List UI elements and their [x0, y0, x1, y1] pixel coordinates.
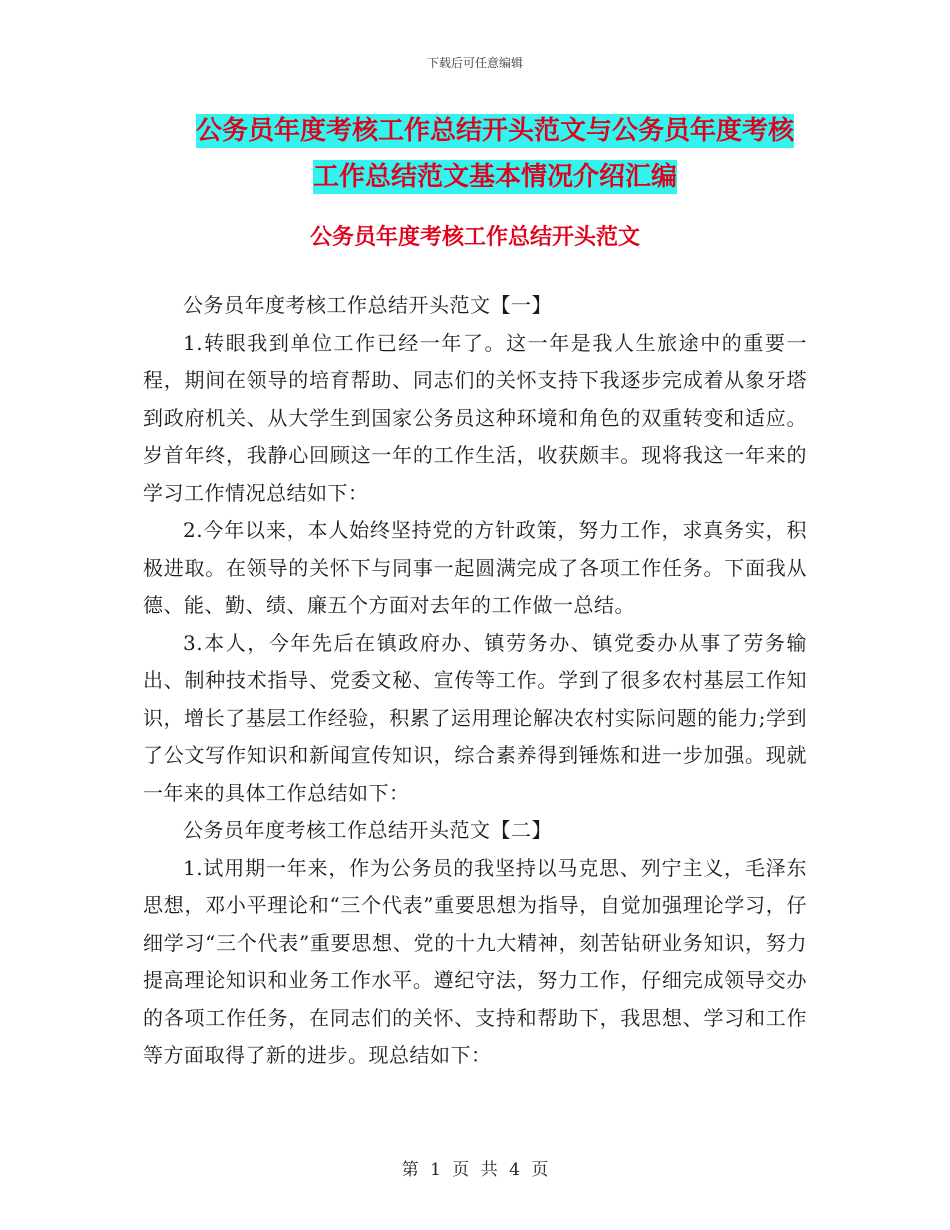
paragraph-subheading-1: 公务员年度考核工作总结开头范文【一】	[183, 293, 552, 317]
page-footer: 第 1 页 共 4 页	[401, 1160, 549, 1180]
paragraph: 3.本人，今年先后在镇政府办、镇劳务办、镇党委办从事了劳务输出、制种技术指导、党委文秘、宣传等工作。学到了很多农村基层工作知识，增长了基层工作经验，积累了运用理论解决农村实际问题的能力;学到了公文写作知识和新闻宣传知识，综合素养得到锤炼和进一步加强。现就一年来的具体工作总结如下：	[143, 630, 807, 805]
paragraph: 1.试用期一年来，作为公务员的我坚持以马克思、列宁主义，毛泽东思想，邓小平理论和“三个代表”重要思想为指导，自觉加强理论学习，仔细学习“三个代表”重要思想、党的十九大精神，刻苦钻研业务知识，努力提高理论知识和业务工作水平。遵纪守法，努力工作，仔细完成领导交办的各项工作任务，在同志们的关怀、支持和帮助下，我思想、学习和工作等方面取得了新的进步。现总结如下：	[143, 855, 807, 1067]
section-heading: 公务员年度考核工作总结开头范文	[309, 225, 640, 250]
document-body	[143, 287, 807, 1075]
paragraph: 2.今年以来，本人始终坚持党的方针政策，努力工作，求真务实，积极进取。在领导的关怀下与同事一起圆满完成了各项工作任务。下面我从德、能、勤、绩、廉五个方面对去年的工作做一总结。	[143, 518, 807, 617]
paragraph: 1.转眼我到单位工作已经一年了。这一年是我人生旅途中的重要一程，期间在领导的培育帮助、同志们的关怀支持下我逐步完成着从象牙塔到政府机关、从大学生到国家公务员这种环境和角色的双重转变和适应。岁首年终，我静心回顾这一年的工作生活，收获颇丰。现将我这一年来的学习工作情况总结如下：	[143, 330, 807, 505]
header-note: 下载后可任意编辑	[426, 56, 523, 70]
paragraph-subheading-2: 公务员年度考核工作总结开头范文【二】	[183, 818, 552, 842]
title-line-2: 工作总结范文基本情况介绍汇编	[312, 162, 677, 192]
title-line-1: 公务员年度考核工作总结开头范文与公务员年度考核	[195, 116, 794, 146]
document-title	[145, 108, 845, 200]
